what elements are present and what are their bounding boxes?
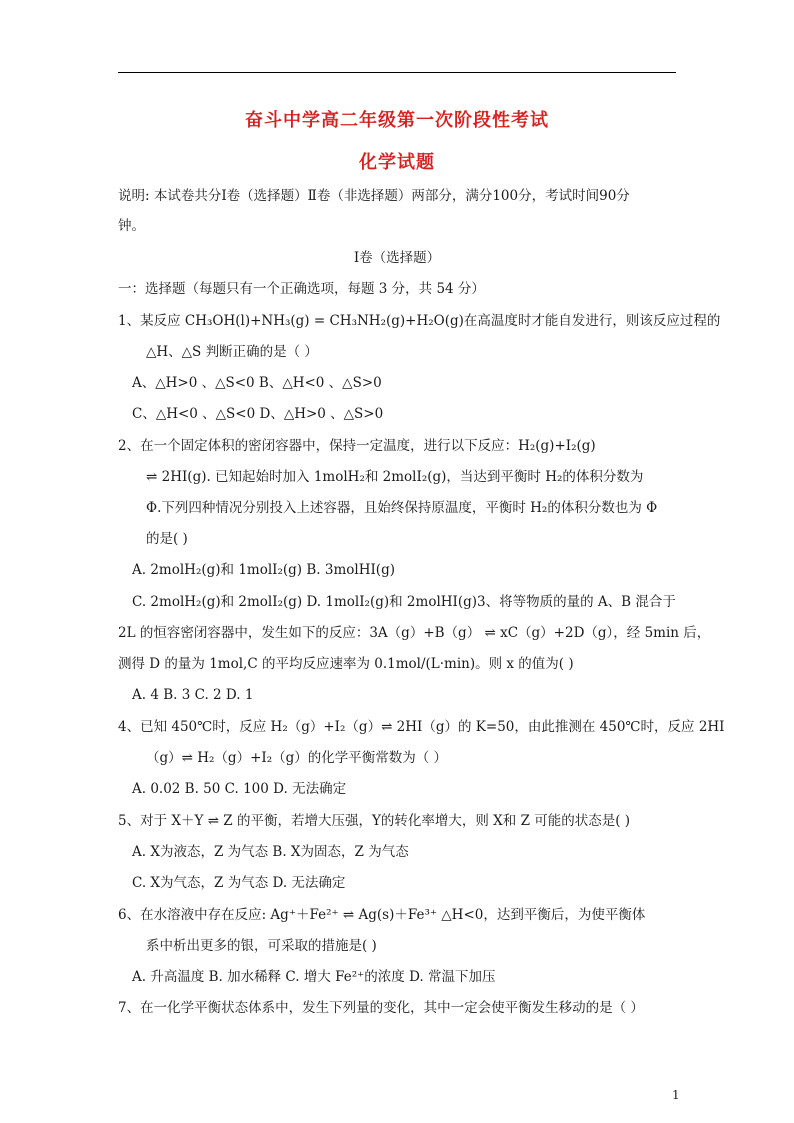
question-5-options: A. X为液态，Z 为气态 B. X为固态，Z 为气态 bbox=[132, 844, 409, 860]
question-6-line: 6、在水溶液中存在反应: Ag⁺＋Fe²⁺ ⇌ Ag(s)＋Fe³⁺ △H<0，达到平衡后，为使平衡体 bbox=[118, 907, 646, 923]
question-3-line: 测得 D 的量为 1mol,C 的平均反应速率为 0.1mol/(L·min)。则 x 的值为( ) bbox=[118, 656, 574, 672]
question-7-line: 7、在一化学平衡状态体系中，发生下列量的变化，其中一定会使平衡发生移动的是（ ） bbox=[118, 1000, 644, 1016]
exam-title: 奋斗中学高二年级第一次阶段性考试 bbox=[245, 110, 549, 131]
question-1-line: 1、某反应 CH₃OH(l)+NH₃(g) = CH₃NH₂(g)+H₂O(g)在高温度时才能自发进行，则该反应过程的 bbox=[118, 313, 721, 329]
question-4-line: （g）⇌ H₂（g）+I₂（g）的化学平衡常数为（ ） bbox=[146, 750, 448, 766]
question-3-line: 2L 的恒容密闭容器中，发生如下的反应：3A（g）+B（g） ⇌ xC（g）+2D（g），经 5min 后， bbox=[118, 625, 711, 641]
header-rule bbox=[118, 72, 676, 73]
question-2-line: 2、在一个固定体积的密闭容器中，保持一定温度，进行以下反应：H₂(g)+I₂(g) bbox=[118, 438, 596, 454]
question-5-line: 5、对于 X＋Y ⇌ Z 的平衡，若增大压强，Y的转化率增大，则 X和 Z 可能的状态是( ) bbox=[118, 813, 631, 829]
question-4-options: A. 0.02 B. 50 C. 100 D. 无法确定 bbox=[132, 781, 347, 797]
question-2-line: Φ.下列四种情况分别投入上述容器，且始终保持原温度，平衡时 H₂的体积分数也为 Φ bbox=[146, 500, 658, 516]
question-6-options: A. 升高温度 B. 加水稀释 C. 增大 Fe²⁺的浓度 D. 常温下加压 bbox=[132, 969, 496, 985]
question-6-line: 系中析出更多的银，可采取的措施是( ) bbox=[146, 938, 377, 954]
intro-line-2: 钟。 bbox=[118, 218, 145, 234]
question-2-line: ⇌ 2HI(g). 已知起始时加入 1molH₂和 2molI₂(g)，当达到平衡时 H₂的体积分数为 bbox=[146, 469, 644, 485]
section-title: Ⅰ卷（选择题） bbox=[353, 250, 441, 266]
question-1-line: △H、△S 判断正确的是（ ） bbox=[146, 344, 318, 360]
question-2-options: C. 2molH₂(g)和 2molI₂(g) D. 1molI₂(g)和 2molHI(g)3、将等物质的量的 A、B 混合于 bbox=[132, 594, 676, 610]
question-1-options: C、△H<0 、△S<0 D、△H>0 、△S>0 bbox=[132, 406, 384, 422]
question-4-line: 4、已知 450℃时，反应 H₂（g）+I₂（g）⇌ 2HI（g）的 K=50，由此推测在 450℃时，反应 2HI bbox=[118, 719, 725, 735]
section-instructions: 一：选择题（每题只有一个正确选项，每题 3 分，共 54 分） bbox=[118, 281, 485, 297]
question-2-line: 的是( ) bbox=[146, 531, 188, 547]
page-number: 1 bbox=[672, 1088, 680, 1102]
exam-subtitle: 化学试题 bbox=[359, 152, 435, 173]
question-3-options: A. 4 B. 3 C. 2 D. 1 bbox=[132, 687, 254, 703]
question-2-options: A. 2molH₂(g)和 1molI₂(g) B. 3molHI(g) bbox=[132, 562, 395, 578]
question-1-options: A、△H>0 、△S<0 B、△H<0 、△S>0 bbox=[132, 375, 382, 391]
intro-line-1: 说明: 本试卷共分Ⅰ卷（选择题）Ⅱ卷（非选择题）两部分，满分100分，考试时间90分 bbox=[118, 188, 630, 204]
question-5-options: C. X为气态，Z 为气态 D. 无法确定 bbox=[132, 875, 346, 891]
